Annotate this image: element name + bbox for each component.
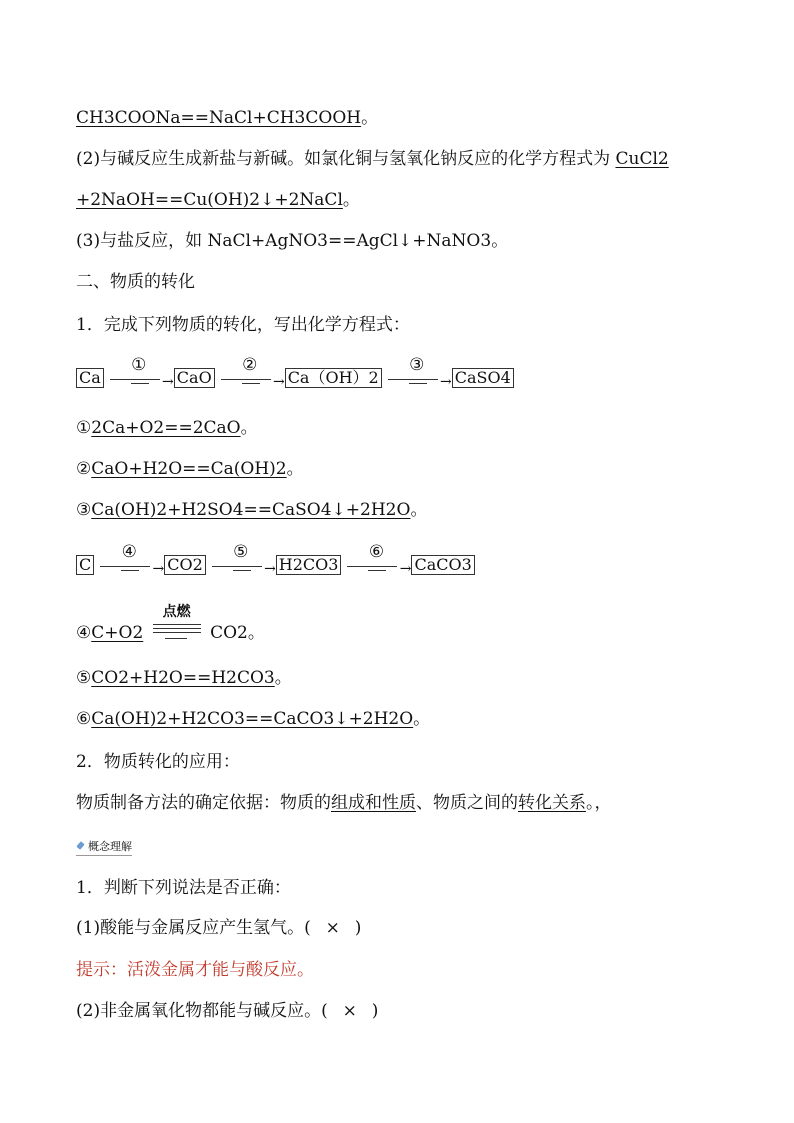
answer-composition: 组成和性质 [331,793,416,813]
pin-icon [76,841,86,851]
text-line-salt-reaction [76,229,734,253]
circled-number: ① [76,418,92,438]
reaction-condition [149,604,205,644]
chain-arrow: ① → [104,367,174,391]
step-number: ④ [121,541,137,562]
step-number: ③ [409,354,425,375]
preparation-basis [76,791,734,815]
task-instruction-2: 2．物质转化的应用： [76,752,240,772]
section-heading: 二、物质的转化 [76,272,195,292]
chain-node: CaO [174,368,215,388]
equation-naoh: +2NaOH==Cu(OH)2↓+2NaCl [76,190,343,210]
judge-item-1 [76,916,734,940]
circled-number: ③ [76,500,92,520]
text-segment: 、物质之间的 [416,793,518,813]
answer-equation-1 [76,416,734,440]
task-instruction-1: 1．完成下列物质的转化，写出化学方程式： [76,315,410,335]
concept-badge [76,838,132,856]
equation-text: Ca(OH)2+H2CO3==CaCO3↓+2H2O [91,709,414,729]
chain-arrow: ② → [215,367,285,391]
period: 。 [247,623,265,643]
chain-node: H2CO3 [276,555,342,575]
conversion-chain-c [76,541,734,578]
step-number: ⑥ [368,541,385,562]
answer-equation-3 [76,498,734,522]
judge-item-2 [76,999,734,1023]
step-number: ⑤ [233,541,249,562]
circled-number: ② [76,459,92,479]
badge-label: 概念理解 [88,840,132,853]
answer-equation-4 [76,604,734,645]
period: 。 [413,709,431,729]
equation-nacl-agno3: (3)与盐反应，如 NaCl+AgNO3==AgCl↓+NaNO3 [76,231,492,251]
period: 。 [240,418,258,438]
equation-text: Ca(OH)2+H2SO4==CaSO4↓+2H2O [91,500,411,520]
conversion-chain-ca [76,354,734,391]
chain-arrow: ④ → [94,554,164,578]
chain-node: CO2 [164,555,206,575]
circled-number: ④ [76,623,92,643]
period: 。 [410,500,428,520]
chain-arrow: ⑤ → [206,554,276,578]
period: 。 [286,459,304,479]
answer-equation-6 [76,707,734,731]
judge-instruction: 1．判断下列说法是否正确： [76,878,291,898]
equation-product: CO2 [210,623,248,643]
text-segment: 。， [586,793,612,813]
period: 。 [342,190,360,210]
equation-text: 2Ca+O2==2CaO [91,418,241,438]
circled-number: ⑥ [76,709,92,729]
period: 。 [274,668,292,688]
bracket-close: ) [354,918,362,938]
equation-line-1 [76,106,734,130]
chain-node: Ca [76,368,104,388]
answer-equation-2 [76,457,734,481]
circled-number: ⑤ [76,668,92,688]
equation-cucl2: CuCl2 [615,149,669,169]
equation-text: CaO+H2O==Ca(OH)2 [91,459,287,479]
answer-mark: × [342,1001,357,1021]
text-segment: (2)与碱反应生成新盐与新碱。如氯化铜与氢氧化钠反应的化学方程式为 [76,149,616,169]
chain-arrow: ⑥ → [341,554,411,578]
answer-mark: × [325,918,340,938]
period: 。 [491,231,509,251]
chain-node: Ca（OH）2 [285,368,382,388]
text-line-base-reaction [76,147,734,171]
chain-node: CaCO3 [411,555,474,575]
answer-equation-5 [76,666,734,690]
statement-text: (2)非金属氧化物都能与碱反应。( [76,1001,328,1021]
chain-node: CaSO4 [452,368,514,388]
answer-conversion: 转化关系 [518,793,586,813]
equation-text: CO2+H2O==H2CO3 [91,668,275,688]
equation-line-2 [76,188,734,212]
condition-label: 点燃 [162,604,191,620]
step-number: ② [242,354,258,375]
period: 。 [361,108,379,128]
step-number: ① [131,354,147,375]
chain-node: C [76,555,94,575]
equation-ch3coona: CH3COONa==NaCl+CH3COOH [76,108,362,128]
hint-text: 提示：活泼金属才能与酸反应。 [76,960,314,980]
bracket-close: ) [371,1001,379,1021]
chain-arrow: ③ → [382,367,452,391]
statement-text: (1)酸能与金属反应产生氢气。( [76,918,311,938]
text-segment: 物质制备方法的确定依据：物质的 [76,793,331,813]
equation-text: C+O2 [91,623,144,643]
